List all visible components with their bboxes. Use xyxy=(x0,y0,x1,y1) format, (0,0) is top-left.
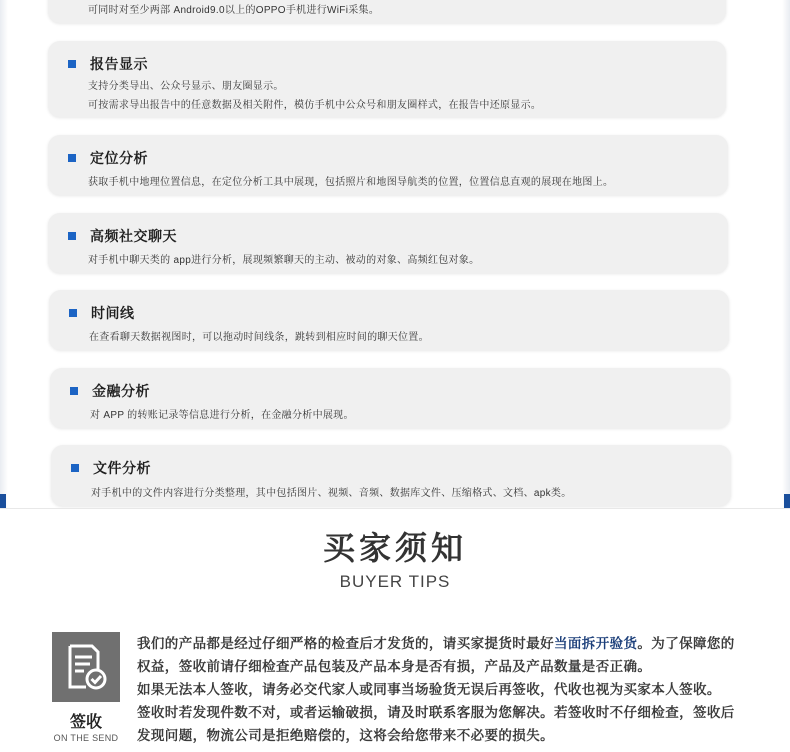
section-divider xyxy=(0,508,790,509)
buyer-tips-line xyxy=(137,655,777,678)
feature-card-title: 报告显示 xyxy=(90,56,148,72)
document-check-icon xyxy=(52,632,120,702)
feature-card-header xyxy=(70,381,150,401)
left-edge-shadow xyxy=(0,0,8,508)
bullet-square-icon xyxy=(71,464,79,472)
buyer-tips-line-text: 。为了保障您的 xyxy=(637,636,735,651)
buyer-tips-line-text: 我们的产品都是经过仔细严格的检查后才发货的，请买家提货时最好 xyxy=(137,636,554,651)
feature-card-line: 可同时对至少两部 Android9.0以上的OPPO手机进行WiFi采集。 xyxy=(88,5,380,16)
buyer-tips-line xyxy=(137,632,777,655)
feature-card-title: 高频社交聊天 xyxy=(90,228,177,244)
feature-card-file-analysis xyxy=(51,445,731,506)
sign-label-en: ON THE SEND xyxy=(53,733,119,743)
buyer-tips-line-text: 权益，签收前请仔细检查产品包装及产品本身是否有损，产品及产品数量是否正确。 xyxy=(137,659,652,674)
right-edge-accent xyxy=(784,494,790,508)
buyer-tips-title: 买家须知 xyxy=(322,530,467,566)
bullet-square-icon xyxy=(68,232,76,240)
right-edge-shadow xyxy=(782,0,790,508)
sign-label: 签收 xyxy=(69,714,102,731)
buyer-tips-line xyxy=(137,724,777,747)
buyer-tips-line xyxy=(137,678,777,701)
buyer-tips-line xyxy=(137,701,777,724)
feature-card-header xyxy=(68,226,177,246)
feature-card-line: 在查看聊天数据视图时，可以拖动时间线条，跳转到相应时间的聊天位置。 xyxy=(89,332,429,343)
feature-card-title: 时间线 xyxy=(91,305,135,321)
feature-card-wifi-partial xyxy=(48,0,726,23)
bullet-square-icon xyxy=(68,60,76,68)
feature-card-line: 对手机中聊天类的 app进行分析，展现频繁聊天的主动、被动的对象、高频红包对象。 xyxy=(88,255,480,266)
feature-card-header xyxy=(69,303,135,323)
buyer-tips-text xyxy=(137,632,777,747)
buyer-tips-subtitle: BUYER TIPS xyxy=(339,572,451,591)
feature-card-header xyxy=(71,458,151,478)
feature-card-timeline xyxy=(49,290,729,350)
feature-card-header xyxy=(68,148,148,168)
feature-card-line: 支持分类导出、公众号显示、朋友圈显示。 xyxy=(88,81,284,92)
feature-card-title: 定位分析 xyxy=(90,150,148,166)
buyer-tips-highlight: 当面拆开验货 xyxy=(554,636,638,651)
bullet-square-icon xyxy=(69,309,77,317)
document-check-icon-svg xyxy=(64,643,108,691)
feature-card-title: 金融分析 xyxy=(92,383,150,399)
bullet-square-icon xyxy=(70,387,78,395)
feature-card-line: 对 APP 的转账记录等信息进行分析，在金融分析中展现。 xyxy=(90,410,354,421)
feature-card-header xyxy=(68,54,148,74)
feature-card-finance-analysis xyxy=(50,368,730,428)
feature-card-line: 可按需求导出报告中的任意数据及相关附件，模仿手机中公众号和朋友圈样式，在报告中还原显示。 xyxy=(88,100,542,111)
feature-card-line: 对手机中的文件内容进行分类整理，其中包括图片、视频、音频、数据库文件、压缩格式、文档、apk类。 xyxy=(91,488,572,499)
feature-card-report-display xyxy=(48,41,726,117)
feature-card-line: 获取手机中地理位置信息，在定位分析工具中展现，包括照片和地图导航类的位置，位置信息直观的展现在地图上。 xyxy=(88,177,614,188)
feature-card-location-analysis xyxy=(48,135,728,195)
buyer-tips-line-text: 如果无法本人签收，请务必交代家人或同事当场验货无误后再签收，代收也视为买家本人签收。 xyxy=(137,682,721,697)
bullet-square-icon xyxy=(68,154,76,162)
buyer-tips-line-text: 签收时若发现件数不对，或者运输破损，请及时联系客服为您解决。若签收时不仔细检查，签收后 xyxy=(137,705,735,720)
buyer-tips-line-text: 发现问题，物流公司是拒绝赔偿的，这将会给您带来不必要的损失。 xyxy=(137,728,554,743)
left-edge-accent xyxy=(0,494,6,508)
feature-card-social-chat xyxy=(48,213,728,273)
feature-card-title: 文件分析 xyxy=(93,460,151,476)
